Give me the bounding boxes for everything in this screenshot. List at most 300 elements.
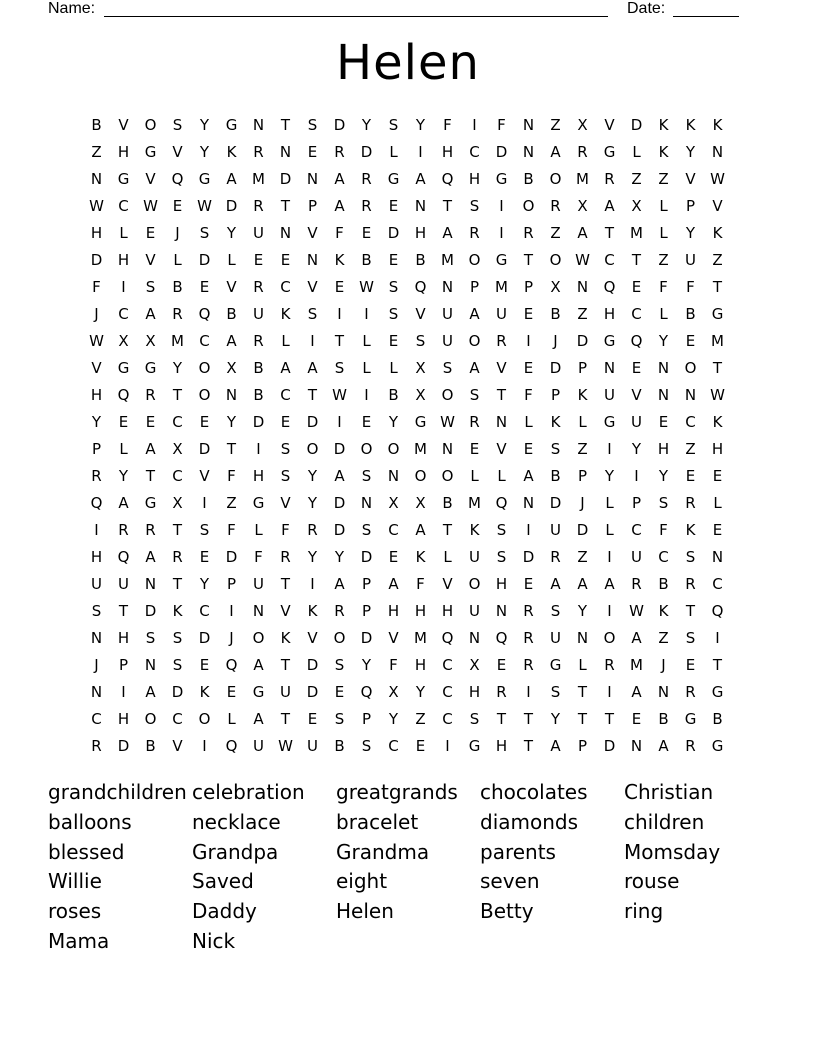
grid-letter: R bbox=[685, 737, 696, 755]
grid-letter: G bbox=[144, 359, 157, 377]
grid-letter: R bbox=[631, 575, 642, 593]
grid-letter: B bbox=[91, 116, 102, 134]
grid-letter: T bbox=[280, 575, 291, 593]
grid-letter: G bbox=[684, 710, 697, 728]
grid-letter: G bbox=[549, 656, 562, 674]
grid-letter: N bbox=[522, 143, 535, 161]
grid-letter: V bbox=[712, 197, 723, 215]
word-list-item: eight bbox=[336, 869, 388, 894]
grid-letter: Q bbox=[198, 305, 211, 323]
grid-letter: V bbox=[631, 386, 642, 404]
grid-letter: V bbox=[172, 737, 183, 755]
grid-letter: A bbox=[577, 224, 588, 242]
word-list-item: grandchildren bbox=[48, 780, 187, 804]
grid-letter: Z bbox=[550, 116, 561, 134]
grid-letter: D bbox=[360, 548, 373, 566]
grid-letter: V bbox=[118, 116, 129, 134]
grid-letter: Y bbox=[307, 494, 318, 512]
grid-letter: S bbox=[361, 521, 372, 539]
grid-letter: P bbox=[577, 359, 588, 377]
grid-letter: C bbox=[631, 521, 642, 539]
grid-letter: P bbox=[685, 197, 696, 215]
grid-letter: R bbox=[253, 197, 264, 215]
grid-letter: U bbox=[253, 737, 264, 755]
grid-letter: R bbox=[361, 197, 372, 215]
grid-letter: D bbox=[630, 116, 643, 134]
grid-letter: F bbox=[281, 521, 290, 539]
grid-letter: N bbox=[414, 197, 427, 215]
grid-letter: B bbox=[523, 170, 534, 188]
grid-letter: T bbox=[145, 467, 156, 485]
grid-letter: C bbox=[199, 602, 210, 620]
grid-letter: R bbox=[361, 170, 372, 188]
grid-letter: H bbox=[117, 143, 130, 161]
grid-letter: K bbox=[712, 224, 723, 242]
grid-letter: E bbox=[469, 440, 480, 458]
grid-letter: C bbox=[442, 656, 453, 674]
grid-letter: E bbox=[388, 548, 399, 566]
grid-letter: H bbox=[90, 386, 103, 404]
grid-letter: E bbox=[199, 656, 210, 674]
grid-letter: Y bbox=[226, 413, 237, 431]
grid-letter: Y bbox=[685, 224, 696, 242]
grid-letter: A bbox=[577, 575, 588, 593]
grid-letter: O bbox=[684, 359, 697, 377]
grid-letter: C bbox=[172, 413, 183, 431]
grid-letter: E bbox=[712, 521, 723, 539]
grid-letter: P bbox=[91, 440, 102, 458]
grid-letter: Q bbox=[630, 332, 643, 350]
grid-letter: B bbox=[253, 386, 264, 404]
grid-letter: T bbox=[685, 602, 696, 620]
grid-letter: N bbox=[90, 629, 103, 647]
grid-letter: Z bbox=[577, 548, 588, 566]
grid-letter: O bbox=[522, 197, 535, 215]
grid-letter: D bbox=[360, 629, 373, 647]
grid-letter: N bbox=[495, 413, 508, 431]
letter-grid bbox=[83, 112, 731, 760]
grid-letter: W bbox=[629, 602, 644, 620]
grid-letter: O bbox=[144, 116, 157, 134]
grid-letter: D bbox=[549, 494, 562, 512]
grid-letter: T bbox=[280, 656, 291, 674]
grid-letter: Y bbox=[415, 116, 426, 134]
word-list-item: Daddy bbox=[192, 899, 257, 924]
grid-letter: I bbox=[256, 440, 261, 458]
grid-letter: Y bbox=[631, 440, 642, 458]
grid-letter: R bbox=[685, 575, 696, 593]
grid-letter: B bbox=[550, 467, 561, 485]
grid-letter: E bbox=[658, 413, 669, 431]
grid-letter: T bbox=[442, 521, 453, 539]
grid-letter: T bbox=[280, 710, 291, 728]
grid-letter: J bbox=[661, 656, 666, 674]
grid-letter: C bbox=[442, 710, 453, 728]
grid-letter: D bbox=[117, 737, 130, 755]
grid-letter: S bbox=[442, 359, 453, 377]
grid-letter: L bbox=[389, 359, 398, 377]
word-list-item: ring bbox=[624, 899, 664, 924]
grid-letter: U bbox=[442, 305, 453, 323]
grid-letter: O bbox=[414, 467, 427, 485]
word-list-item: rouse bbox=[624, 869, 680, 894]
grid-letter: V bbox=[307, 278, 318, 296]
grid-letter: H bbox=[117, 251, 130, 269]
grid-letter: N bbox=[252, 116, 265, 134]
grid-letter: Y bbox=[226, 224, 237, 242]
grid-letter: E bbox=[631, 278, 642, 296]
grid-letter: N bbox=[576, 629, 589, 647]
grid-letter: R bbox=[334, 602, 345, 620]
grid-letter: R bbox=[91, 737, 102, 755]
grid-letter: Q bbox=[441, 629, 454, 647]
grid-letter: X bbox=[631, 197, 642, 215]
name-label: Name: bbox=[48, 0, 96, 17]
grid-letter: H bbox=[414, 656, 427, 674]
grid-letter: Q bbox=[603, 278, 616, 296]
grid-letter: O bbox=[360, 440, 373, 458]
grid-letter: U bbox=[496, 305, 507, 323]
grid-letter: B bbox=[361, 251, 372, 269]
grid-letter: Y bbox=[199, 143, 210, 161]
grid-letter: E bbox=[145, 413, 156, 431]
grid-letter: E bbox=[496, 656, 507, 674]
grid-letter: C bbox=[172, 710, 183, 728]
grid-letter: D bbox=[549, 359, 562, 377]
grid-letter: O bbox=[441, 467, 454, 485]
grid-letter: R bbox=[145, 521, 156, 539]
grid-letter: Q bbox=[441, 170, 454, 188]
grid-letter: Q bbox=[117, 548, 130, 566]
grid-letter: N bbox=[306, 251, 319, 269]
grid-letter: W bbox=[575, 251, 590, 269]
grid-letter: R bbox=[685, 683, 696, 701]
word-list-item: balloons bbox=[48, 809, 132, 834]
grid-letter: K bbox=[550, 413, 561, 431]
grid-letter: E bbox=[199, 278, 210, 296]
grid-letter: S bbox=[469, 386, 480, 404]
word-list-item: Christian bbox=[624, 780, 714, 804]
grid-letter: E bbox=[280, 251, 291, 269]
grid-letter: Y bbox=[199, 575, 210, 593]
grid-letter: D bbox=[225, 197, 238, 215]
grid-letter: D bbox=[225, 548, 238, 566]
grid-letter: E bbox=[253, 251, 264, 269]
grid-letter: U bbox=[91, 575, 102, 593]
grid-letter: U bbox=[280, 683, 291, 701]
grid-letter: L bbox=[119, 224, 128, 242]
grid-letter: V bbox=[496, 440, 507, 458]
grid-letter: U bbox=[469, 602, 480, 620]
grid-letter: G bbox=[495, 251, 508, 269]
grid-letter: R bbox=[253, 143, 264, 161]
grid-letter: Y bbox=[307, 467, 318, 485]
grid-letter: G bbox=[144, 494, 157, 512]
grid-letter: U bbox=[550, 629, 561, 647]
grid-letter: M bbox=[576, 170, 589, 188]
grid-letter: S bbox=[496, 521, 507, 539]
grid-letter: I bbox=[364, 305, 369, 323]
grid-letter: N bbox=[279, 143, 292, 161]
grid-letter: D bbox=[306, 413, 319, 431]
grid-letter: N bbox=[495, 602, 508, 620]
grid-letter: A bbox=[469, 305, 480, 323]
grid-letter: P bbox=[307, 197, 318, 215]
grid-letter: M bbox=[630, 656, 643, 674]
grid-letter: Y bbox=[91, 413, 102, 431]
word-list-item: parents bbox=[480, 839, 556, 864]
grid-letter: M bbox=[468, 494, 481, 512]
grid-letter: A bbox=[226, 332, 237, 350]
grid-letter: J bbox=[553, 332, 558, 350]
grid-letter: L bbox=[254, 521, 263, 539]
grid-letter: D bbox=[279, 170, 292, 188]
grid-letter: E bbox=[631, 359, 642, 377]
grid-letter: A bbox=[631, 683, 642, 701]
grid-letter: H bbox=[495, 575, 508, 593]
grid-letter: P bbox=[577, 467, 588, 485]
grid-letter: U bbox=[442, 332, 453, 350]
grid-letter: G bbox=[414, 413, 427, 431]
grid-letter: D bbox=[171, 683, 184, 701]
grid-letter: A bbox=[253, 656, 264, 674]
grid-letter: C bbox=[658, 548, 669, 566]
date-field-line[interactable] bbox=[673, 16, 739, 17]
grid-letter: L bbox=[659, 224, 668, 242]
grid-letter: T bbox=[523, 710, 534, 728]
grid-letter: T bbox=[577, 683, 588, 701]
grid-letter: X bbox=[172, 494, 183, 512]
grid-letter: I bbox=[445, 737, 450, 755]
grid-letter: D bbox=[495, 143, 508, 161]
grid-letter: S bbox=[685, 548, 696, 566]
grid-letter: D bbox=[306, 656, 319, 674]
grid-letter: A bbox=[145, 548, 156, 566]
grid-letter: Y bbox=[118, 467, 129, 485]
grid-letter: L bbox=[497, 467, 506, 485]
grid-letter: F bbox=[686, 278, 695, 296]
grid-letter: L bbox=[578, 413, 587, 431]
grid-letter: R bbox=[523, 656, 534, 674]
grid-letter: K bbox=[577, 386, 588, 404]
grid-letter: N bbox=[684, 386, 697, 404]
grid-letter: I bbox=[229, 602, 234, 620]
grid-letter: T bbox=[172, 386, 183, 404]
grid-letter: K bbox=[712, 116, 723, 134]
grid-letter: Q bbox=[711, 602, 724, 620]
grid-letter: I bbox=[310, 332, 315, 350]
grid-letter: X bbox=[226, 359, 237, 377]
grid-letter: S bbox=[415, 332, 426, 350]
grid-letter: B bbox=[550, 305, 561, 323]
grid-letter: F bbox=[443, 116, 452, 134]
grid-letter: B bbox=[388, 386, 399, 404]
grid-letter: T bbox=[280, 197, 291, 215]
grid-letter: G bbox=[198, 170, 211, 188]
grid-letter: A bbox=[334, 575, 345, 593]
grid-letter: A bbox=[334, 197, 345, 215]
grid-letter: T bbox=[442, 197, 453, 215]
grid-letter: R bbox=[280, 548, 291, 566]
date-label: Date: bbox=[627, 0, 666, 17]
grid-letter: F bbox=[416, 575, 425, 593]
grid-letter: C bbox=[172, 467, 183, 485]
grid-letter: T bbox=[496, 710, 507, 728]
grid-letter: D bbox=[333, 494, 346, 512]
grid-letter: Z bbox=[658, 629, 669, 647]
grid-letter: H bbox=[603, 305, 616, 323]
grid-letter: A bbox=[442, 224, 453, 242]
grid-letter: O bbox=[549, 251, 562, 269]
grid-letter: L bbox=[713, 494, 722, 512]
grid-letter: P bbox=[523, 278, 534, 296]
grid-letter: I bbox=[607, 602, 612, 620]
grid-letter: I bbox=[715, 629, 720, 647]
grid-letter: Z bbox=[685, 440, 696, 458]
grid-letter: W bbox=[89, 197, 104, 215]
grid-letter: H bbox=[414, 224, 427, 242]
grid-letter: X bbox=[118, 332, 129, 350]
grid-letter: W bbox=[710, 170, 725, 188]
grid-letter: R bbox=[334, 143, 345, 161]
grid-letter: M bbox=[711, 332, 724, 350]
grid-letter: D bbox=[306, 683, 319, 701]
grid-letter: T bbox=[712, 359, 723, 377]
grid-letter: V bbox=[91, 359, 102, 377]
grid-letter: M bbox=[630, 224, 643, 242]
grid-letter: X bbox=[388, 494, 399, 512]
grid-letter: B bbox=[442, 494, 453, 512]
grid-letter: D bbox=[576, 521, 589, 539]
grid-letter: S bbox=[550, 602, 561, 620]
grid-letter: M bbox=[414, 440, 427, 458]
grid-letter: N bbox=[279, 224, 292, 242]
grid-letter: A bbox=[334, 467, 345, 485]
grid-letter: Z bbox=[91, 143, 102, 161]
grid-letter: L bbox=[605, 494, 614, 512]
grid-letter: Y bbox=[361, 656, 372, 674]
grid-letter: O bbox=[441, 386, 454, 404]
grid-letter: H bbox=[441, 143, 454, 161]
grid-letter: W bbox=[143, 197, 158, 215]
grid-letter: S bbox=[334, 359, 345, 377]
grid-letter: G bbox=[711, 683, 724, 701]
grid-letter: M bbox=[441, 251, 454, 269]
grid-letter: E bbox=[523, 440, 534, 458]
grid-letter: T bbox=[712, 278, 723, 296]
grid-letter: Q bbox=[171, 170, 184, 188]
grid-letter: D bbox=[360, 143, 373, 161]
grid-letter: R bbox=[523, 629, 534, 647]
grid-letter: R bbox=[685, 494, 696, 512]
grid-letter: N bbox=[711, 143, 724, 161]
grid-letter: A bbox=[334, 170, 345, 188]
grid-letter: V bbox=[172, 143, 183, 161]
grid-letter: X bbox=[388, 683, 399, 701]
word-list-item: Mama bbox=[48, 928, 110, 953]
grid-letter: V bbox=[145, 170, 156, 188]
grid-letter: N bbox=[711, 548, 724, 566]
grid-letter: I bbox=[634, 467, 639, 485]
grid-letter: T bbox=[172, 521, 183, 539]
grid-letter: L bbox=[659, 305, 668, 323]
page-title: Helen bbox=[336, 35, 480, 91]
word-list-item: Grandpa bbox=[192, 839, 279, 864]
grid-letter: R bbox=[523, 224, 534, 242]
grid-letter: H bbox=[468, 683, 481, 701]
grid-letter: L bbox=[281, 332, 290, 350]
grid-letter: F bbox=[497, 116, 506, 134]
grid-letter: V bbox=[145, 251, 156, 269]
grid-letter: E bbox=[685, 332, 696, 350]
grid-letter: J bbox=[94, 305, 99, 323]
grid-letter: C bbox=[118, 305, 129, 323]
grid-letter: W bbox=[278, 737, 293, 755]
grid-letter: F bbox=[389, 656, 398, 674]
grid-letter: N bbox=[576, 278, 589, 296]
grid-letter: V bbox=[280, 602, 291, 620]
grid-letter: Q bbox=[414, 278, 427, 296]
grid-letter: T bbox=[604, 224, 615, 242]
grid-letter: E bbox=[280, 413, 291, 431]
grid-letter: E bbox=[388, 197, 399, 215]
grid-letter: B bbox=[334, 737, 345, 755]
grid-letter: D bbox=[90, 251, 103, 269]
grid-letter: A bbox=[550, 143, 561, 161]
grid-letter: W bbox=[710, 386, 725, 404]
grid-letter: V bbox=[496, 359, 507, 377]
grid-letter: E bbox=[712, 467, 723, 485]
grid-letter: H bbox=[414, 602, 427, 620]
grid-letter: F bbox=[227, 521, 236, 539]
grid-letter: K bbox=[280, 629, 291, 647]
grid-letter: Y bbox=[334, 548, 345, 566]
grid-letter: H bbox=[90, 224, 103, 242]
grid-letter: O bbox=[198, 386, 211, 404]
grid-letter: I bbox=[310, 575, 315, 593]
grid-letter: V bbox=[307, 629, 318, 647]
grid-letter: N bbox=[225, 386, 238, 404]
grid-letter: N bbox=[522, 494, 535, 512]
grid-letter: G bbox=[387, 170, 400, 188]
grid-letter: X bbox=[550, 278, 561, 296]
grid-letter: A bbox=[307, 359, 318, 377]
grid-letter: P bbox=[226, 575, 237, 593]
grid-letter: R bbox=[253, 278, 264, 296]
grid-letter: B bbox=[415, 251, 426, 269]
grid-letter: Y bbox=[604, 467, 615, 485]
grid-letter: V bbox=[280, 494, 291, 512]
grid-letter: D bbox=[576, 332, 589, 350]
grid-letter: E bbox=[631, 710, 642, 728]
grid-letter: J bbox=[229, 629, 234, 647]
grid-letter: S bbox=[145, 629, 156, 647]
grid-letter: U bbox=[550, 521, 561, 539]
grid-letter: S bbox=[307, 116, 318, 134]
word-list-item: necklace bbox=[192, 809, 281, 834]
grid-letter: S bbox=[91, 602, 102, 620]
grid-letter: L bbox=[119, 440, 128, 458]
grid-letter: N bbox=[468, 629, 481, 647]
name-field-line[interactable] bbox=[104, 16, 608, 17]
grid-letter: T bbox=[523, 737, 534, 755]
grid-letter: X bbox=[415, 386, 426, 404]
grid-letter: V bbox=[415, 305, 426, 323]
grid-letter: S bbox=[388, 305, 399, 323]
grid-letter: J bbox=[175, 224, 180, 242]
grid-letter: D bbox=[603, 737, 616, 755]
word-list-item: seven bbox=[480, 869, 540, 894]
